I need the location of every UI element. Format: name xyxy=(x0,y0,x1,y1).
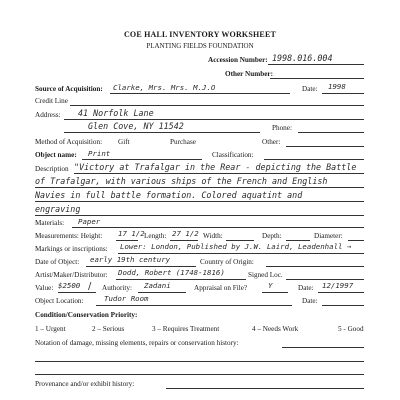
diameter-line[interactable] xyxy=(348,240,364,241)
country-label: Country of Origin: xyxy=(200,258,254,266)
country-line[interactable] xyxy=(266,266,364,267)
object-name-value[interactable]: Print xyxy=(88,149,111,158)
description-line-3 xyxy=(35,201,364,202)
method-gift[interactable]: Gift xyxy=(118,138,130,146)
condition-option-urgent[interactable]: 1 – Urgent xyxy=(35,325,66,333)
appraisal-date-value[interactable]: 12/1997 xyxy=(322,281,354,290)
object-name-line xyxy=(82,159,202,160)
description-line-1 xyxy=(74,173,364,174)
location-label: Object Location: xyxy=(35,297,84,305)
address-line-1 xyxy=(64,119,364,120)
notation-label: Notation of damage, missing elements, repairs or conservation history: xyxy=(35,339,239,347)
width-line[interactable] xyxy=(226,240,254,241)
source-date-value[interactable]: 1998 xyxy=(328,82,346,91)
address-value-1[interactable]: 41 Norfolk Lane xyxy=(78,108,154,118)
artist-line xyxy=(116,279,246,280)
condition-heading: Condition/Conservation Priority: xyxy=(35,311,138,319)
appraisal-line xyxy=(262,292,288,293)
classification-label: Classification: xyxy=(212,151,254,159)
depth-label: Depth: xyxy=(262,232,282,240)
credit-line-label: Credit Line xyxy=(35,97,68,105)
artist-value[interactable]: Dodd, Robert (1748-1816) xyxy=(118,268,225,277)
condition-option-good[interactable]: 5 - Good xyxy=(338,325,364,333)
method-other-line[interactable] xyxy=(286,146,364,147)
address-value-2[interactable]: Glen Cove, NY 11542 xyxy=(88,121,184,131)
value-label: Value: xyxy=(35,284,54,292)
length-label: Length: xyxy=(144,232,167,240)
markings-label: Markings or inscriptions: xyxy=(35,245,108,253)
source-date-line xyxy=(322,93,364,94)
location-date-label: Date: xyxy=(302,297,318,305)
source-date-label: Date: xyxy=(302,85,318,93)
materials-value[interactable]: Paper xyxy=(78,217,101,226)
phone-label: Phone: xyxy=(272,124,292,132)
description-line-2 xyxy=(35,187,364,188)
worksheet-title: COE HALL INVENTORY WORKSHEET xyxy=(123,30,277,39)
object-name-label: Object name: xyxy=(35,151,77,159)
value-slash-mark: / xyxy=(88,281,92,292)
other-number-line[interactable] xyxy=(270,78,364,79)
description-label: Description xyxy=(35,165,69,173)
signed-loc-line[interactable] xyxy=(286,279,364,280)
classification-line[interactable] xyxy=(264,159,364,160)
method-purchase[interactable]: Purchase xyxy=(170,138,196,146)
provenance-line[interactable] xyxy=(166,388,364,389)
location-value[interactable]: Tudor Room xyxy=(104,294,149,303)
source-label: Source of Acquisition: xyxy=(35,85,103,93)
credit-line-line[interactable] xyxy=(70,105,364,106)
method-label: Method of Acquisition: xyxy=(35,138,103,146)
location-date-line[interactable] xyxy=(322,305,364,306)
appraisal-value[interactable]: Y xyxy=(268,281,273,290)
diameter-label: Diameter: xyxy=(314,232,343,240)
method-other-label: Other: xyxy=(262,138,281,146)
height-value[interactable]: 17 1/2 xyxy=(118,229,145,238)
date-of-object-value[interactable]: early 19th century xyxy=(90,255,171,264)
other-number-label: Other Number: xyxy=(225,70,273,78)
description-value-1[interactable]: "Victory at Trafalgar in the Rear - depicting the Battle xyxy=(74,162,357,172)
height-line xyxy=(116,240,138,241)
appraisal-label: Appraisal on File? xyxy=(194,284,248,292)
address-line-2 xyxy=(64,132,260,133)
signed-loc-label: Signed Loc. xyxy=(248,271,283,279)
materials-line xyxy=(72,227,364,228)
condition-option-serious[interactable]: 2 – Serious xyxy=(92,325,125,333)
length-line xyxy=(170,240,198,241)
accession-label: Accession Number: xyxy=(208,56,268,64)
authority-line xyxy=(138,292,186,293)
depth-line[interactable] xyxy=(286,240,310,241)
length-value[interactable]: 27 1/2 xyxy=(172,229,199,238)
worksheet-subtitle: PLANTING FIELDS FOUNDATION xyxy=(146,42,254,50)
date-of-object-label: Date of Object: xyxy=(35,258,80,266)
notation-line-2[interactable] xyxy=(35,361,364,362)
authority-value[interactable]: Zadani xyxy=(144,281,171,290)
value-line xyxy=(58,292,96,293)
appraisal-date-label: Date: xyxy=(298,284,314,292)
description-line-4 xyxy=(35,215,364,216)
authority-label: Authority: xyxy=(102,284,132,292)
source-line xyxy=(110,93,290,94)
address-label: Address: xyxy=(35,111,61,119)
appraisal-date-line xyxy=(318,292,364,293)
description-value-3[interactable]: Navies in full battle formation. Colored aquatint and xyxy=(35,190,303,200)
value-value[interactable]: $2500 xyxy=(58,281,81,290)
location-line xyxy=(96,305,292,306)
materials-label: Materials: xyxy=(35,219,65,227)
notation-line-3[interactable] xyxy=(35,374,364,375)
description-value-4[interactable]: engraving xyxy=(35,204,81,214)
provenance-label: Provenance and/or exhibit history: xyxy=(35,380,135,388)
phone-line[interactable] xyxy=(298,132,364,133)
source-value[interactable]: Clarke, Mrs. Mrs. M.J.O xyxy=(113,83,216,92)
description-value-2[interactable]: of Trafalgar, with various ships of the French and English xyxy=(35,176,328,186)
accession-value[interactable]: 1998.016.004 xyxy=(272,53,333,63)
artist-label: Artist/Maker/Distributor: xyxy=(35,271,108,279)
measurements-label: Measurements: Height: xyxy=(35,232,103,240)
width-label: Width: xyxy=(203,232,223,240)
condition-option-needs-work[interactable]: 4 – Needs Work xyxy=(252,325,299,333)
date-of-object-line xyxy=(86,266,196,267)
condition-option-requires-treatment[interactable]: 3 – Requires Treatment xyxy=(152,325,220,333)
markings-value[interactable]: Lower: London, Published by J.W. Laird, Leadenhall → xyxy=(120,242,352,251)
accession-line xyxy=(268,64,364,65)
notation-line-1[interactable] xyxy=(282,347,364,348)
markings-line xyxy=(118,253,364,254)
